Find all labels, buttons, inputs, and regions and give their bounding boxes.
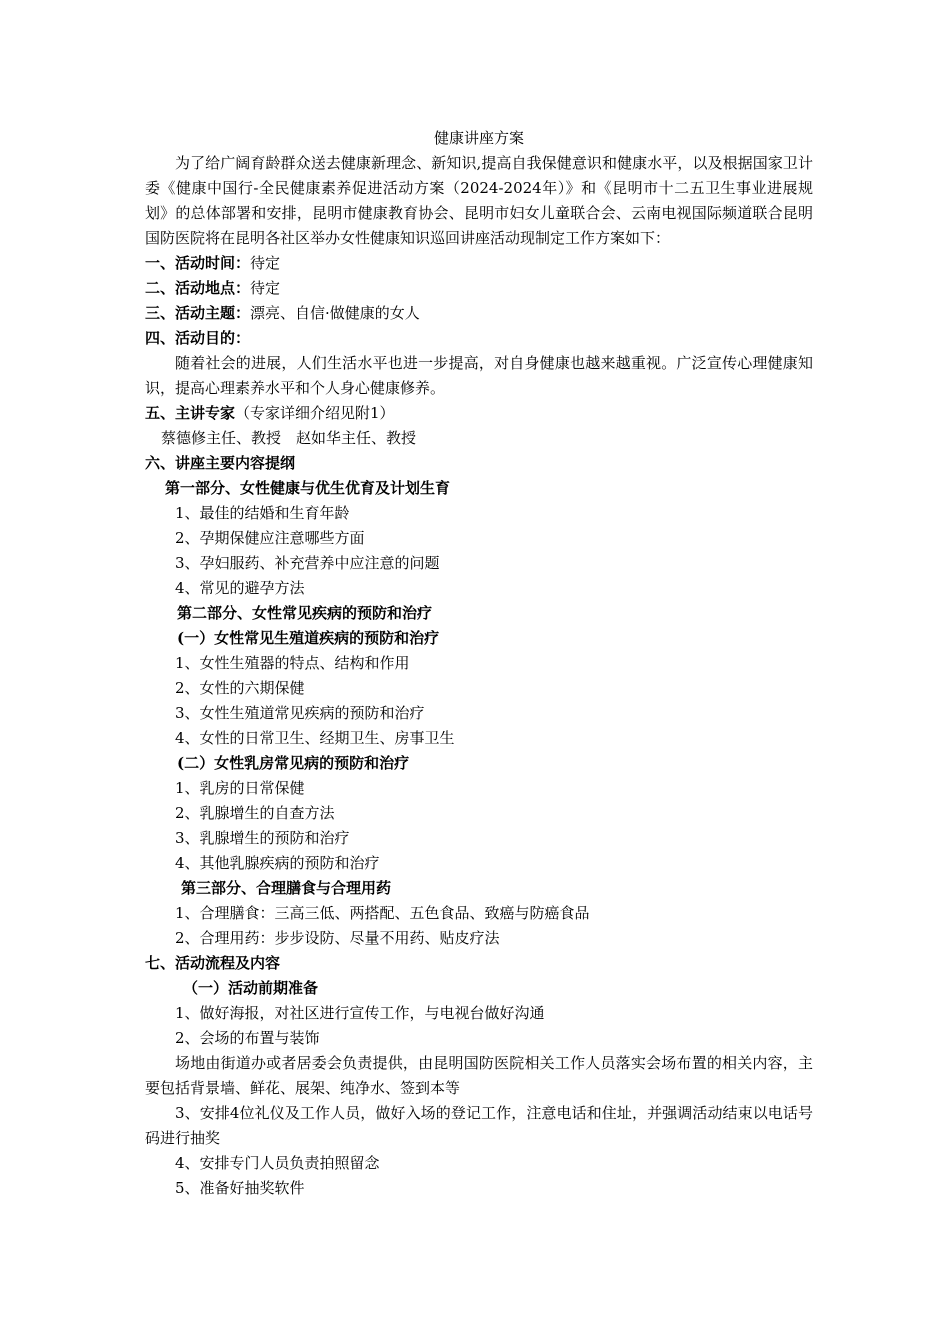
intro-paragraph: 为了给广阔育龄群众送去健康新理念、新知识,提高自我保健意识和健康水平，以及根据国家卫计委《健康中国行-全民健康素养促进活动方案（2024-2024年）》和《昆明市十二五卫生事业进展规划》的总体部署和安排，昆明市健康教育协会、昆明市妇女儿童联合会、云南电视国际频道联合昆明国防医院将在昆明各社区举办女性健康知识巡回讲座活动现制定工作方案如下： <box>145 154 813 247</box>
section-activity-purpose: 四、活动目的： <box>145 329 251 347</box>
list-item: 2、女性的六期保健 <box>175 679 305 697</box>
part1-title: 第一部分、女性健康与优生优育及计划生育 <box>165 479 451 497</box>
section-activity-theme <box>145 301 813 326</box>
list-item: 2、合理用药：步步设防、尽量不用药、贴皮疗法 <box>175 929 500 947</box>
section-activity-location <box>145 276 813 301</box>
list-item: 1、最佳的结婚和生育年龄 <box>175 504 350 522</box>
purpose-paragraph: 随着社会的进展，人们生活水平也进一步提高，对自身健康也越来越重视。广泛宣传心理健康知识，提高心理素养水平和个人身心健康修养。 <box>145 354 813 397</box>
section-value: 待定 <box>250 279 281 297</box>
process-sub1-title: （一）活动前期准备 <box>183 979 319 997</box>
experts-note: （专家详细介绍见附1） <box>235 404 395 422</box>
list-item: 5、准备好抽奖软件 <box>175 1179 305 1197</box>
section-label: 一、活动时间： <box>145 254 251 272</box>
list-item: 1、做好海报，对社区进行宣传工作，与电视台做好沟通 <box>175 1004 545 1022</box>
section-activity-time <box>145 251 813 276</box>
list-item: 3、孕妇服药、补充营养中应注意的问题 <box>175 554 440 572</box>
section-label: 二、活动地点： <box>145 279 251 297</box>
part2-sub2-title: (二）女性乳房常见病的预防和治疗 <box>177 754 410 772</box>
list-item: 4、安排专门人员负责拍照留念 <box>175 1154 380 1172</box>
document-title: 健康讲座方案 <box>433 129 524 147</box>
part3-title: 第三部分、合理膳食与合理用药 <box>181 879 392 897</box>
section-value: 漂亮、自信·做健康的女人 <box>250 304 420 322</box>
list-item: 2、乳腺增生的自查方法 <box>175 804 335 822</box>
document-body <box>145 126 813 1201</box>
list-item: 1、乳房的日常保健 <box>175 779 305 797</box>
venue-paragraph: 场地由街道办或者居委会负责提供，由昆明国防医院相关工作人员落实会场布置的相关内容，主要包括背景墙、鲜花、展架、纯净水、签到本等 <box>145 1054 813 1097</box>
list-item: 4、女性的日常卫生、经期卫生、房事卫生 <box>175 729 455 747</box>
list-item: 2、会场的布置与装饰 <box>175 1029 320 1047</box>
section-process: 七、活动流程及内容 <box>145 954 281 972</box>
part2-sub1-title: (一）女性常见生殖道疾病的预防和治疗 <box>177 629 440 647</box>
experts-list: 蔡德修主任、教授 赵如华主任、教授 <box>161 429 417 447</box>
section-label: 五、主讲专家 <box>145 404 236 422</box>
section-label: 三、活动主题： <box>145 304 251 322</box>
list-item: 4、常见的避孕方法 <box>175 579 305 597</box>
list-item: 1、女性生殖器的特点、结构和作用 <box>175 654 410 672</box>
list-item: 3、女性生殖道常见疾病的预防和治疗 <box>175 704 425 722</box>
part2-title: 第二部分、女性常见疾病的预防和治疗 <box>177 604 433 622</box>
section-value: 待定 <box>250 254 281 272</box>
list-item: 1、合理膳食：三高三低、两搭配、五色食品、致癌与防癌食品 <box>175 904 590 922</box>
staff-paragraph: 3、安排4位礼仪及工作人员，做好入场的登记工作，注意电话和住址，并强调活动结束以电话号码进行抽奖 <box>145 1104 813 1147</box>
list-item: 2、孕期保健应注意哪些方面 <box>175 529 365 547</box>
list-item: 3、乳腺增生的预防和治疗 <box>175 829 350 847</box>
section-outline: 六、讲座主要内容提纲 <box>145 454 296 472</box>
section-experts <box>145 401 813 426</box>
list-item: 4、其他乳腺疾病的预防和治疗 <box>175 854 380 872</box>
